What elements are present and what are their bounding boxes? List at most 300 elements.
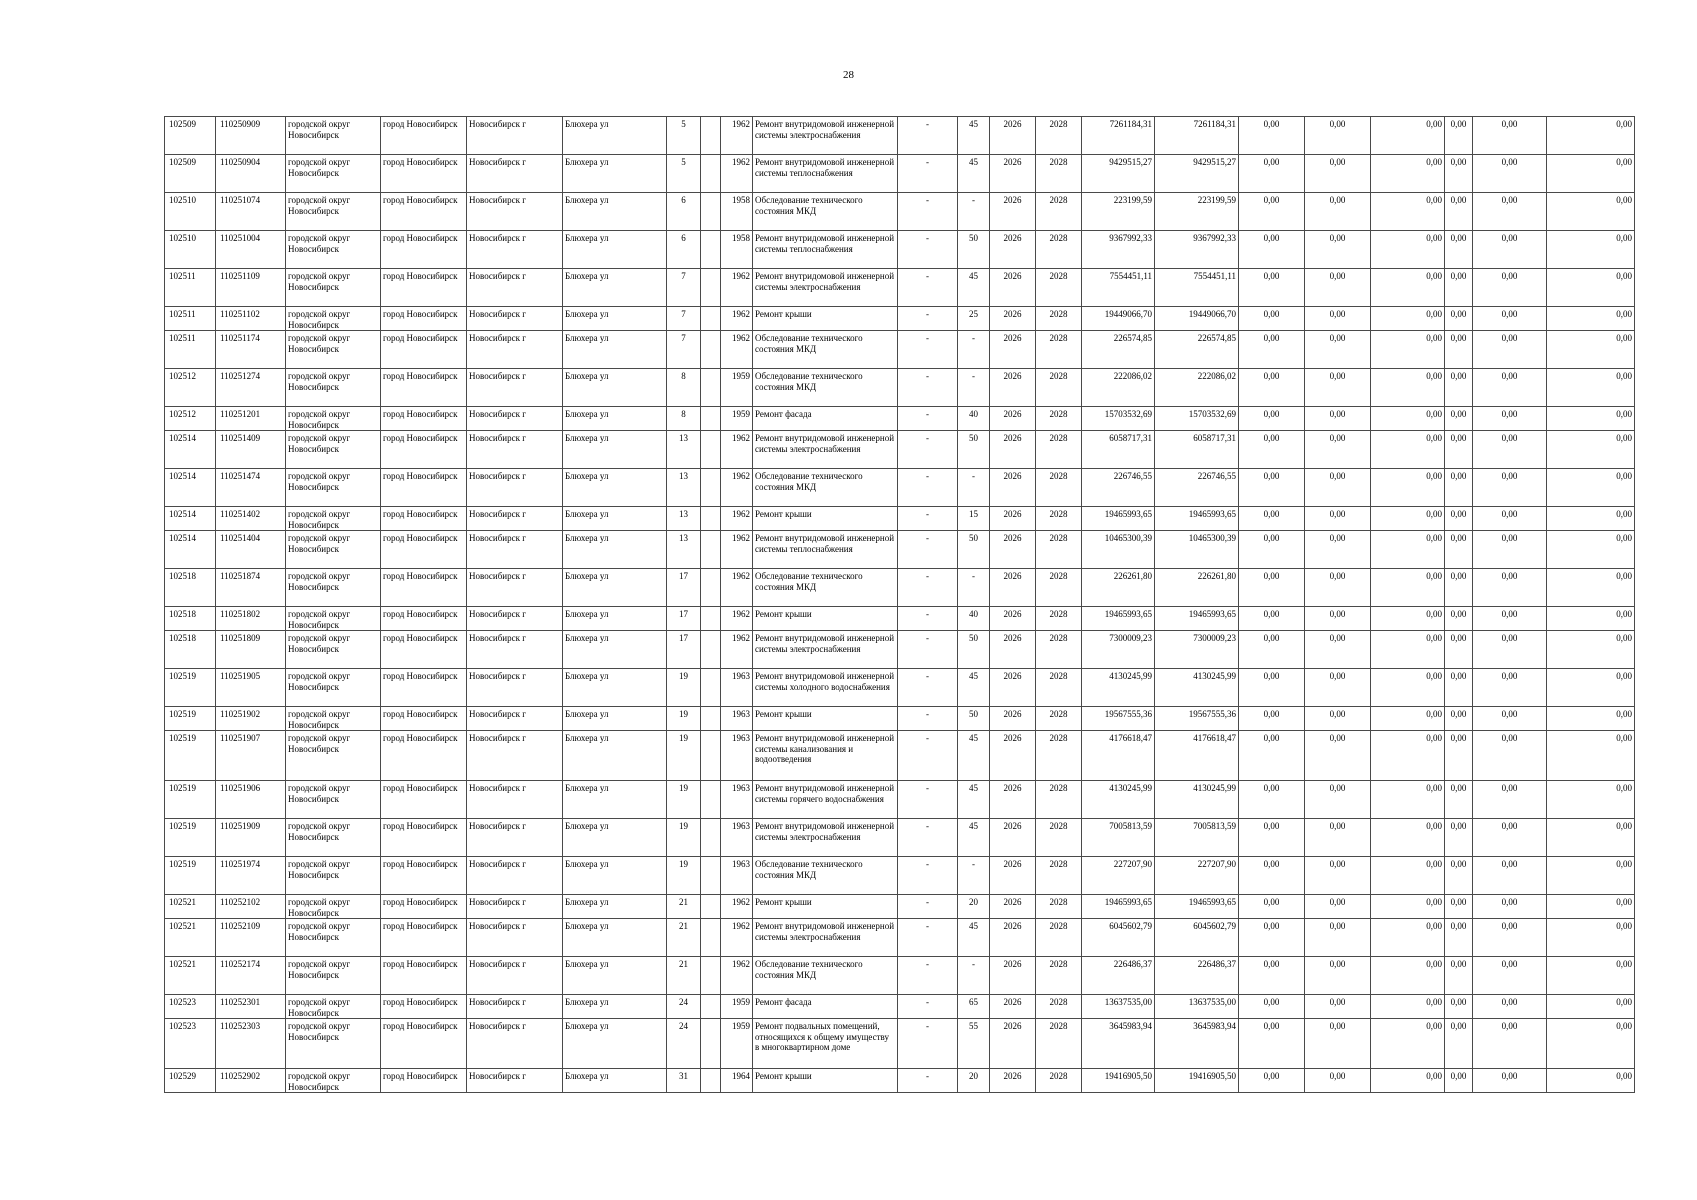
- cell-amount-4: 0,00: [1445, 781, 1473, 819]
- cell-amount-5: 0,00: [1473, 117, 1547, 155]
- cell-work-id: 110251404: [216, 531, 286, 569]
- cell-amount-1: 0,00: [1239, 857, 1305, 895]
- cell-dash: -: [898, 1069, 958, 1093]
- cell-amount-5: 0,00: [1473, 155, 1547, 193]
- cell-dash: -: [898, 307, 958, 331]
- cell-amount-3: 0,00: [1371, 819, 1445, 857]
- cell-street: Блюхера ул: [563, 995, 667, 1019]
- cell-amount-5: 0,00: [1473, 369, 1547, 407]
- cell-work-id: 110251074: [216, 193, 286, 231]
- table-row: [165, 431, 1635, 469]
- cell-locality: Новосибирск г: [467, 819, 563, 857]
- cell-wear-percent: 20: [958, 895, 990, 919]
- cell-amount-3: 0,00: [1371, 669, 1445, 707]
- cell-work-id: 110251102: [216, 307, 286, 331]
- cell-fund-cost: 223199,59: [1155, 193, 1239, 231]
- cell-house-number: 17: [667, 607, 701, 631]
- cell-year-to: 2028: [1036, 117, 1082, 155]
- cell-municipality: городской округ Новосибирск: [286, 407, 381, 431]
- cell-year-built: 1963: [721, 819, 753, 857]
- table-row: [165, 469, 1635, 507]
- cell-amount-3: 0,00: [1371, 995, 1445, 1019]
- cell-building: [701, 1019, 721, 1069]
- cell-wear-percent: 50: [958, 431, 990, 469]
- cell-municipality: городской округ Новосибирск: [286, 707, 381, 731]
- cell-wear-percent: 45: [958, 269, 990, 307]
- table-row: [165, 1019, 1635, 1069]
- cell-total-cost: 19465993,65: [1082, 895, 1155, 919]
- cell-settlement: город Новосибирск: [381, 919, 467, 957]
- cell-year-to: 2028: [1036, 431, 1082, 469]
- cell-building: [701, 995, 721, 1019]
- cell-amount-1: 0,00: [1239, 631, 1305, 669]
- cell-year-from: 2026: [990, 919, 1036, 957]
- register-table-body: [165, 117, 1635, 1093]
- cell-amount-2: 0,00: [1305, 731, 1371, 781]
- cell-work-type: Ремонт внутридомовой инженерной системы электроснабжения: [753, 631, 898, 669]
- cell-amount-3: 0,00: [1371, 607, 1445, 631]
- cell-street: Блюхера ул: [563, 895, 667, 919]
- cell-amount-6: 0,00: [1547, 231, 1635, 269]
- cell-year-to: 2028: [1036, 469, 1082, 507]
- cell-year-from: 2026: [990, 669, 1036, 707]
- cell-amount-2: 0,00: [1305, 707, 1371, 731]
- cell-year-from: 2026: [990, 731, 1036, 781]
- cell-amount-6: 0,00: [1547, 117, 1635, 155]
- cell-amount-1: 0,00: [1239, 407, 1305, 431]
- cell-amount-5: 0,00: [1473, 957, 1547, 995]
- cell-house-number: 19: [667, 731, 701, 781]
- cell-year-from: 2026: [990, 369, 1036, 407]
- cell-amount-6: 0,00: [1547, 507, 1635, 531]
- cell-amount-3: 0,00: [1371, 231, 1445, 269]
- cell-total-cost: 3645983,94: [1082, 1019, 1155, 1069]
- cell-work-type: Ремонт внутридомовой инженерной системы электроснабжения: [753, 117, 898, 155]
- cell-fund-cost: 6058717,31: [1155, 431, 1239, 469]
- cell-wear-percent: 50: [958, 231, 990, 269]
- cell-fund-cost: 19465993,65: [1155, 507, 1239, 531]
- cell-amount-5: 0,00: [1473, 407, 1547, 431]
- cell-building: [701, 607, 721, 631]
- cell-amount-2: 0,00: [1305, 607, 1371, 631]
- cell-total-cost: 7300009,23: [1082, 631, 1155, 669]
- cell-building: [701, 857, 721, 895]
- cell-dash: -: [898, 707, 958, 731]
- cell-work-type: Обследование технического состояния МКД: [753, 569, 898, 607]
- cell-dash: -: [898, 995, 958, 1019]
- cell-fund-cost: 19416905,50: [1155, 1069, 1239, 1093]
- cell-amount-3: 0,00: [1371, 631, 1445, 669]
- cell-register-id: 102511: [165, 269, 216, 307]
- cell-work-type: Ремонт внутридомовой инженерной системы электроснабжения: [753, 919, 898, 957]
- table-row: [165, 957, 1635, 995]
- cell-year-from: 2026: [990, 707, 1036, 731]
- cell-dash: -: [898, 431, 958, 469]
- cell-amount-4: 0,00: [1445, 957, 1473, 995]
- table-row: [165, 607, 1635, 631]
- cell-work-id: 110251905: [216, 669, 286, 707]
- cell-amount-1: 0,00: [1239, 269, 1305, 307]
- cell-municipality: городской округ Новосибирск: [286, 569, 381, 607]
- cell-amount-6: 0,00: [1547, 631, 1635, 669]
- cell-amount-5: 0,00: [1473, 569, 1547, 607]
- cell-year-to: 2028: [1036, 1019, 1082, 1069]
- cell-total-cost: 7554451,11: [1082, 269, 1155, 307]
- cell-amount-6: 0,00: [1547, 895, 1635, 919]
- cell-dash: -: [898, 607, 958, 631]
- cell-municipality: городской округ Новосибирск: [286, 819, 381, 857]
- cell-amount-6: 0,00: [1547, 193, 1635, 231]
- cell-fund-cost: 226486,37: [1155, 957, 1239, 995]
- cell-dash: -: [898, 407, 958, 431]
- cell-locality: Новосибирск г: [467, 155, 563, 193]
- cell-fund-cost: 4130245,99: [1155, 669, 1239, 707]
- cell-year-to: 2028: [1036, 231, 1082, 269]
- cell-amount-4: 0,00: [1445, 919, 1473, 957]
- cell-work-type: Обследование технического состояния МКД: [753, 193, 898, 231]
- cell-house-number: 6: [667, 193, 701, 231]
- cell-year-from: 2026: [990, 407, 1036, 431]
- cell-amount-5: 0,00: [1473, 231, 1547, 269]
- cell-municipality: городской округ Новосибирск: [286, 307, 381, 331]
- cell-amount-5: 0,00: [1473, 307, 1547, 331]
- cell-amount-2: 0,00: [1305, 669, 1371, 707]
- table-row: [165, 331, 1635, 369]
- cell-work-id: 110251174: [216, 331, 286, 369]
- cell-amount-6: 0,00: [1547, 731, 1635, 781]
- cell-year-from: 2026: [990, 193, 1036, 231]
- cell-locality: Новосибирск г: [467, 569, 563, 607]
- cell-amount-6: 0,00: [1547, 431, 1635, 469]
- cell-dash: -: [898, 731, 958, 781]
- table-row: [165, 307, 1635, 331]
- cell-amount-5: 0,00: [1473, 1019, 1547, 1069]
- cell-building: [701, 117, 721, 155]
- cell-wear-percent: 45: [958, 731, 990, 781]
- cell-total-cost: 226486,37: [1082, 957, 1155, 995]
- table-row: [165, 919, 1635, 957]
- cell-total-cost: 4176618,47: [1082, 731, 1155, 781]
- cell-street: Блюхера ул: [563, 631, 667, 669]
- cell-amount-4: 0,00: [1445, 1019, 1473, 1069]
- cell-building: [701, 155, 721, 193]
- cell-year-built: 1959: [721, 995, 753, 1019]
- cell-wear-percent: 40: [958, 407, 990, 431]
- cell-fund-cost: 4176618,47: [1155, 731, 1239, 781]
- cell-house-number: 19: [667, 707, 701, 731]
- cell-year-to: 2028: [1036, 507, 1082, 531]
- cell-amount-4: 0,00: [1445, 1069, 1473, 1093]
- cell-settlement: город Новосибирск: [381, 1069, 467, 1093]
- cell-amount-6: 0,00: [1547, 407, 1635, 431]
- cell-amount-6: 0,00: [1547, 919, 1635, 957]
- cell-amount-5: 0,00: [1473, 331, 1547, 369]
- cell-work-type: Ремонт внутридомовой инженерной системы электроснабжения: [753, 431, 898, 469]
- cell-year-to: 2028: [1036, 631, 1082, 669]
- cell-locality: Новосибирск г: [467, 631, 563, 669]
- cell-year-built: 1963: [721, 731, 753, 781]
- cell-street: Блюхера ул: [563, 269, 667, 307]
- cell-house-number: 7: [667, 269, 701, 307]
- cell-amount-6: 0,00: [1547, 155, 1635, 193]
- cell-amount-5: 0,00: [1473, 919, 1547, 957]
- cell-work-id: 110252301: [216, 995, 286, 1019]
- cell-amount-2: 0,00: [1305, 369, 1371, 407]
- cell-total-cost: 226574,85: [1082, 331, 1155, 369]
- cell-locality: Новосибирск г: [467, 707, 563, 731]
- cell-municipality: городской округ Новосибирск: [286, 431, 381, 469]
- cell-dash: -: [898, 1019, 958, 1069]
- cell-amount-6: 0,00: [1547, 531, 1635, 569]
- cell-dash: -: [898, 531, 958, 569]
- cell-street: Блюхера ул: [563, 1019, 667, 1069]
- cell-work-type: Ремонт крыши: [753, 895, 898, 919]
- cell-building: [701, 269, 721, 307]
- cell-street: Блюхера ул: [563, 431, 667, 469]
- cell-locality: Новосибирск г: [467, 669, 563, 707]
- cell-register-id: 102511: [165, 307, 216, 331]
- cell-wear-percent: 15: [958, 507, 990, 531]
- cell-year-from: 2026: [990, 231, 1036, 269]
- cell-amount-1: 0,00: [1239, 919, 1305, 957]
- cell-dash: -: [898, 231, 958, 269]
- cell-register-id: 102523: [165, 1019, 216, 1069]
- cell-settlement: город Новосибирск: [381, 369, 467, 407]
- cell-house-number: 8: [667, 407, 701, 431]
- cell-work-id: 110250909: [216, 117, 286, 155]
- cell-building: [701, 407, 721, 431]
- cell-year-built: 1962: [721, 631, 753, 669]
- cell-work-id: 110251409: [216, 431, 286, 469]
- cell-amount-3: 0,00: [1371, 707, 1445, 731]
- cell-total-cost: 19465993,65: [1082, 507, 1155, 531]
- cell-total-cost: 15703532,69: [1082, 407, 1155, 431]
- cell-year-built: 1962: [721, 895, 753, 919]
- cell-amount-3: 0,00: [1371, 895, 1445, 919]
- cell-total-cost: 227207,90: [1082, 857, 1155, 895]
- cell-amount-1: 0,00: [1239, 369, 1305, 407]
- cell-street: Блюхера ул: [563, 1069, 667, 1093]
- cell-register-id: 102529: [165, 1069, 216, 1093]
- cell-year-from: 2026: [990, 995, 1036, 1019]
- cell-amount-3: 0,00: [1371, 331, 1445, 369]
- cell-settlement: город Новосибирск: [381, 707, 467, 731]
- table-row: [165, 631, 1635, 669]
- cell-amount-1: 0,00: [1239, 117, 1305, 155]
- cell-building: [701, 819, 721, 857]
- cell-street: Блюхера ул: [563, 957, 667, 995]
- cell-amount-6: 0,00: [1547, 469, 1635, 507]
- cell-municipality: городской округ Новосибирск: [286, 669, 381, 707]
- cell-amount-4: 0,00: [1445, 607, 1473, 631]
- cell-municipality: городской округ Новосибирск: [286, 155, 381, 193]
- cell-wear-percent: 25: [958, 307, 990, 331]
- cell-amount-4: 0,00: [1445, 407, 1473, 431]
- cell-building: [701, 631, 721, 669]
- cell-amount-3: 0,00: [1371, 117, 1445, 155]
- cell-amount-1: 0,00: [1239, 507, 1305, 531]
- table-row: [165, 707, 1635, 731]
- cell-year-built: 1964: [721, 1069, 753, 1093]
- cell-settlement: город Новосибирск: [381, 231, 467, 269]
- cell-building: [701, 1069, 721, 1093]
- cell-year-from: 2026: [990, 431, 1036, 469]
- cell-dash: -: [898, 155, 958, 193]
- table-row: [165, 781, 1635, 819]
- cell-fund-cost: 15703532,69: [1155, 407, 1239, 431]
- cell-wear-percent: -: [958, 331, 990, 369]
- cell-locality: Новосибирск г: [467, 269, 563, 307]
- cell-amount-4: 0,00: [1445, 895, 1473, 919]
- cell-amount-1: 0,00: [1239, 731, 1305, 781]
- cell-register-id: 102521: [165, 957, 216, 995]
- cell-amount-4: 0,00: [1445, 231, 1473, 269]
- cell-year-from: 2026: [990, 957, 1036, 995]
- cell-amount-4: 0,00: [1445, 193, 1473, 231]
- cell-amount-5: 0,00: [1473, 269, 1547, 307]
- cell-amount-2: 0,00: [1305, 895, 1371, 919]
- cell-year-built: 1962: [721, 569, 753, 607]
- cell-fund-cost: 3645983,94: [1155, 1019, 1239, 1069]
- cell-year-from: 2026: [990, 269, 1036, 307]
- cell-wear-percent: 45: [958, 781, 990, 819]
- cell-year-from: 2026: [990, 469, 1036, 507]
- cell-year-to: 2028: [1036, 1069, 1082, 1093]
- cell-total-cost: 19449066,70: [1082, 307, 1155, 331]
- cell-amount-4: 0,00: [1445, 117, 1473, 155]
- cell-street: Блюхера ул: [563, 731, 667, 781]
- cell-amount-2: 0,00: [1305, 569, 1371, 607]
- cell-house-number: 13: [667, 431, 701, 469]
- cell-work-id: 110251474: [216, 469, 286, 507]
- cell-building: [701, 431, 721, 469]
- cell-amount-2: 0,00: [1305, 469, 1371, 507]
- cell-total-cost: 226261,80: [1082, 569, 1155, 607]
- cell-fund-cost: 13637535,00: [1155, 995, 1239, 1019]
- cell-register-id: 102521: [165, 895, 216, 919]
- cell-year-built: 1963: [721, 857, 753, 895]
- cell-register-id: 102514: [165, 469, 216, 507]
- cell-municipality: городской округ Новосибирск: [286, 857, 381, 895]
- cell-work-id: 110250904: [216, 155, 286, 193]
- cell-year-built: 1962: [721, 117, 753, 155]
- cell-amount-1: 0,00: [1239, 1069, 1305, 1093]
- cell-year-to: 2028: [1036, 707, 1082, 731]
- cell-amount-3: 0,00: [1371, 531, 1445, 569]
- cell-amount-5: 0,00: [1473, 431, 1547, 469]
- cell-house-number: 17: [667, 631, 701, 669]
- cell-amount-5: 0,00: [1473, 1069, 1547, 1093]
- cell-settlement: город Новосибирск: [381, 995, 467, 1019]
- cell-wear-percent: -: [958, 957, 990, 995]
- cell-year-built: 1963: [721, 781, 753, 819]
- cell-register-id: 102521: [165, 919, 216, 957]
- cell-house-number: 13: [667, 469, 701, 507]
- cell-year-built: 1962: [721, 307, 753, 331]
- cell-settlement: город Новосибирск: [381, 407, 467, 431]
- table-row: [165, 407, 1635, 431]
- cell-amount-5: 0,00: [1473, 469, 1547, 507]
- cell-building: [701, 193, 721, 231]
- cell-municipality: городской округ Новосибирск: [286, 919, 381, 957]
- cell-fund-cost: 226746,55: [1155, 469, 1239, 507]
- cell-year-built: 1962: [721, 431, 753, 469]
- cell-work-id: 110251809: [216, 631, 286, 669]
- cell-house-number: 21: [667, 895, 701, 919]
- cell-settlement: город Новосибирск: [381, 307, 467, 331]
- cell-wear-percent: 55: [958, 1019, 990, 1069]
- cell-year-to: 2028: [1036, 531, 1082, 569]
- cell-street: Блюхера ул: [563, 369, 667, 407]
- cell-work-type: Ремонт внутридомовой инженерной системы теплоснабжения: [753, 231, 898, 269]
- cell-year-from: 2026: [990, 531, 1036, 569]
- cell-total-cost: 19465993,65: [1082, 607, 1155, 631]
- register-table: [164, 116, 1635, 1093]
- cell-year-built: 1958: [721, 231, 753, 269]
- cell-settlement: город Новосибирск: [381, 781, 467, 819]
- cell-year-to: 2028: [1036, 857, 1082, 895]
- cell-amount-2: 0,00: [1305, 269, 1371, 307]
- cell-locality: Новосибирск г: [467, 231, 563, 269]
- cell-amount-6: 0,00: [1547, 819, 1635, 857]
- cell-register-id: 102518: [165, 631, 216, 669]
- cell-amount-4: 0,00: [1445, 531, 1473, 569]
- cell-total-cost: 7261184,31: [1082, 117, 1155, 155]
- cell-locality: Новосибирск г: [467, 117, 563, 155]
- cell-work-type: Ремонт внутридомовой инженерной системы электроснабжения: [753, 819, 898, 857]
- table-row: [165, 231, 1635, 269]
- cell-settlement: город Новосибирск: [381, 469, 467, 507]
- cell-year-to: 2028: [1036, 731, 1082, 781]
- cell-amount-6: 0,00: [1547, 1019, 1635, 1069]
- cell-street: Блюхера ул: [563, 607, 667, 631]
- cell-wear-percent: 45: [958, 819, 990, 857]
- cell-locality: Новосибирск г: [467, 1069, 563, 1093]
- table-row: [165, 669, 1635, 707]
- cell-house-number: 7: [667, 307, 701, 331]
- cell-fund-cost: 227207,90: [1155, 857, 1239, 895]
- cell-year-to: 2028: [1036, 369, 1082, 407]
- cell-locality: Новосибирск г: [467, 957, 563, 995]
- cell-amount-4: 0,00: [1445, 731, 1473, 781]
- cell-locality: Новосибирск г: [467, 1019, 563, 1069]
- cell-street: Блюхера ул: [563, 469, 667, 507]
- cell-total-cost: 9367992,33: [1082, 231, 1155, 269]
- cell-total-cost: 10465300,39: [1082, 531, 1155, 569]
- cell-locality: Новосибирск г: [467, 895, 563, 919]
- cell-year-to: 2028: [1036, 307, 1082, 331]
- cell-dash: -: [898, 331, 958, 369]
- cell-dash: -: [898, 819, 958, 857]
- cell-settlement: город Новосибирск: [381, 607, 467, 631]
- cell-amount-5: 0,00: [1473, 857, 1547, 895]
- cell-register-id: 102519: [165, 781, 216, 819]
- cell-settlement: город Новосибирск: [381, 117, 467, 155]
- cell-work-type: Обследование технического состояния МКД: [753, 331, 898, 369]
- cell-amount-2: 0,00: [1305, 193, 1371, 231]
- table-row: [165, 819, 1635, 857]
- cell-street: Блюхера ул: [563, 507, 667, 531]
- cell-amount-5: 0,00: [1473, 669, 1547, 707]
- cell-amount-4: 0,00: [1445, 269, 1473, 307]
- cell-amount-4: 0,00: [1445, 507, 1473, 531]
- cell-municipality: городской округ Новосибирск: [286, 1069, 381, 1093]
- cell-municipality: городской округ Новосибирск: [286, 331, 381, 369]
- cell-amount-1: 0,00: [1239, 669, 1305, 707]
- cell-municipality: городской округ Новосибирск: [286, 531, 381, 569]
- cell-house-number: 5: [667, 117, 701, 155]
- table-row: [165, 531, 1635, 569]
